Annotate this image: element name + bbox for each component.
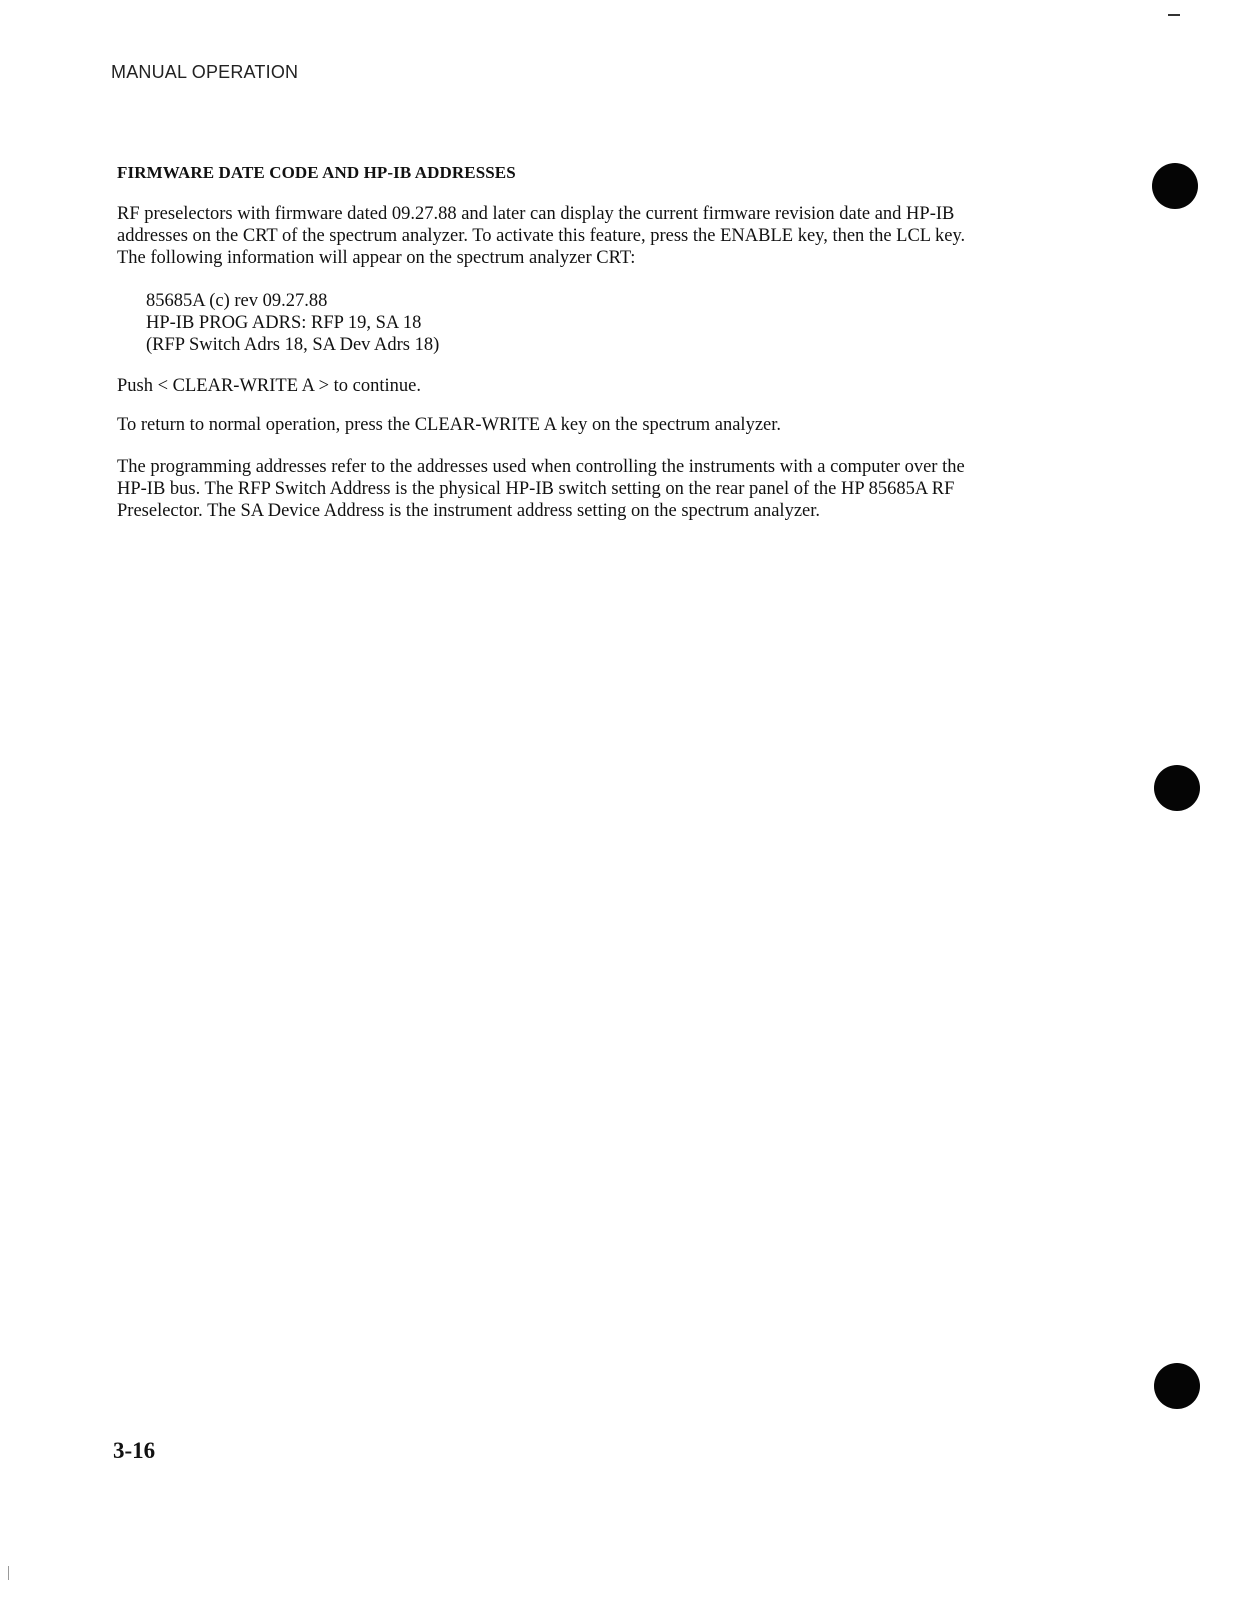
push-instruction: Push < CLEAR-WRITE A > to continue. bbox=[117, 376, 422, 396]
crt-line-prog-adrs: HP-IB PROG ADRS: RFP 19, SA 18 bbox=[146, 313, 422, 333]
prog-line: HP-IB bus. The RFP Switch Address is the physical HP-IB switch setting on the rear panel of the HP 85685A RF bbox=[117, 479, 955, 499]
crt-display-block bbox=[146, 290, 439, 356]
crt-line-switch-adrs: (RFP Switch Adrs 18, SA Dev Adrs 18) bbox=[146, 335, 440, 355]
prog-line: The programming addresses refer to the addresses used when controlling the instruments with a computer over the bbox=[117, 457, 965, 477]
scan-edge-mark bbox=[1168, 14, 1180, 16]
intro-line: The following information will appear on the spectrum analyzer CRT: bbox=[117, 248, 636, 268]
binder-hole-bottom bbox=[1154, 1363, 1200, 1409]
intro-line: RF preselectors with firmware dated 09.27.88 and later can display the current firmware revision date and HP-IB bbox=[117, 204, 955, 224]
programming-paragraph bbox=[117, 456, 1117, 522]
running-head: MANUAL OPERATION bbox=[111, 62, 299, 82]
return-instruction: To return to normal operation, press the CLEAR-WRITE A key on the spectrum analyzer. bbox=[117, 415, 782, 435]
prog-line: Preselector. The SA Device Address is the instrument address setting on the spectrum analyzer. bbox=[117, 501, 821, 521]
binder-hole-middle bbox=[1154, 765, 1200, 811]
section-title: FIRMWARE DATE CODE AND HP-IB ADDRESSES bbox=[117, 163, 516, 182]
page-number: 3-16 bbox=[113, 1438, 156, 1463]
binder-hole-top bbox=[1152, 163, 1198, 209]
intro-line: addresses on the CRT of the spectrum analyzer. To activate this feature, press the ENABLE key, then the LCL key. bbox=[117, 226, 966, 246]
crt-line-firmware: 85685A (c) rev 09.27.88 bbox=[146, 291, 328, 311]
intro-paragraph bbox=[117, 203, 1117, 269]
scan-edge-mark bbox=[8, 1566, 9, 1580]
